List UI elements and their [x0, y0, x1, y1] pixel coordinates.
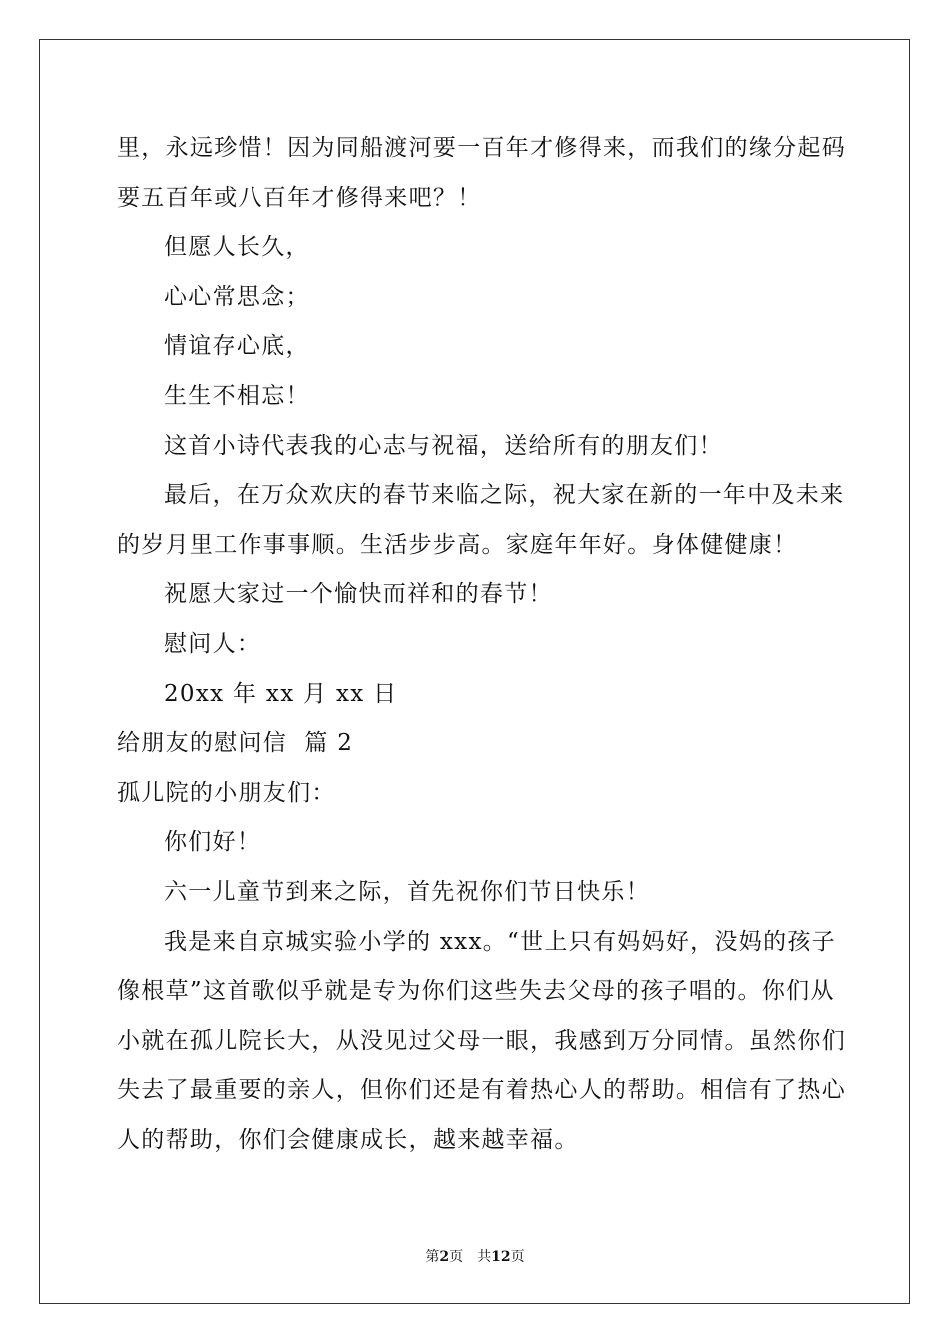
text-line-17: 我是来自京城实验小学的 xxx。“世上只有妈妈好，没妈的孩子 — [164, 928, 836, 955]
salutation: 孤儿院的小朋友们： — [117, 779, 336, 806]
text-line-20: 失去了最重要的亲人，但你们还是有着热心人的帮助。相信有了热心 — [117, 1077, 846, 1104]
text-line-16: 六一儿童节到来之际，首先祝你们节日快乐！ — [164, 878, 650, 905]
text-line-18: 像根草”这首歌似乎就是专为你们这些失去父母的孩子唱的。你们从 — [117, 978, 835, 1005]
text-line-9: 的岁月里工作事事顺。生活步步高。家庭年年好。身体健健康！ — [117, 531, 798, 558]
document-body — [117, 124, 846, 1165]
page-footer — [0, 1246, 950, 1266]
signature-date: 20xx 年 xx 月 xx 日 — [164, 680, 398, 707]
section-title: 给朋友的慰问信 篇 2 — [117, 730, 354, 757]
poem-line-3: 情谊存心底， — [164, 333, 310, 360]
poem-line-4: 生生不相忘！ — [164, 382, 310, 409]
page-suffix: 页 — [449, 1249, 464, 1265]
greeting: 你们好！ — [164, 829, 262, 856]
page-current: 2 — [439, 1249, 450, 1265]
poem-line-2: 心心常思念； — [164, 283, 310, 310]
text-line-8: 最后，在万众欢庆的春节来临之际，祝大家在新的一年中及未来 — [164, 482, 845, 509]
total-prefix: 共 — [477, 1249, 492, 1265]
text-line-7: 这首小诗代表我的心志与祝福，送给所有的朋友们！ — [164, 432, 723, 459]
page-prefix: 第 — [425, 1249, 440, 1265]
text-line-10: 祝愿大家过一个愉快而祥和的春节！ — [164, 581, 553, 608]
signature-label: 慰问人： — [164, 630, 262, 657]
total-suffix: 页 — [510, 1249, 525, 1265]
poem-line-1: 但愿人长久， — [164, 234, 310, 261]
text-line-1: 里，永远珍惜！因为同船渡河要一百年才修得来，而我们的缘分起码 — [117, 135, 846, 161]
page-total: 12 — [491, 1249, 511, 1265]
text-line-19: 小就在孤儿院长大，从没见过父母一眼，我感到万分同情。虽然你们 — [117, 1027, 846, 1054]
text-line-21: 人的帮助，你们会健康成长，越来越幸福。 — [117, 1126, 579, 1153]
text-line-2: 要五百年或八百年才修得来吧？！ — [117, 184, 482, 211]
